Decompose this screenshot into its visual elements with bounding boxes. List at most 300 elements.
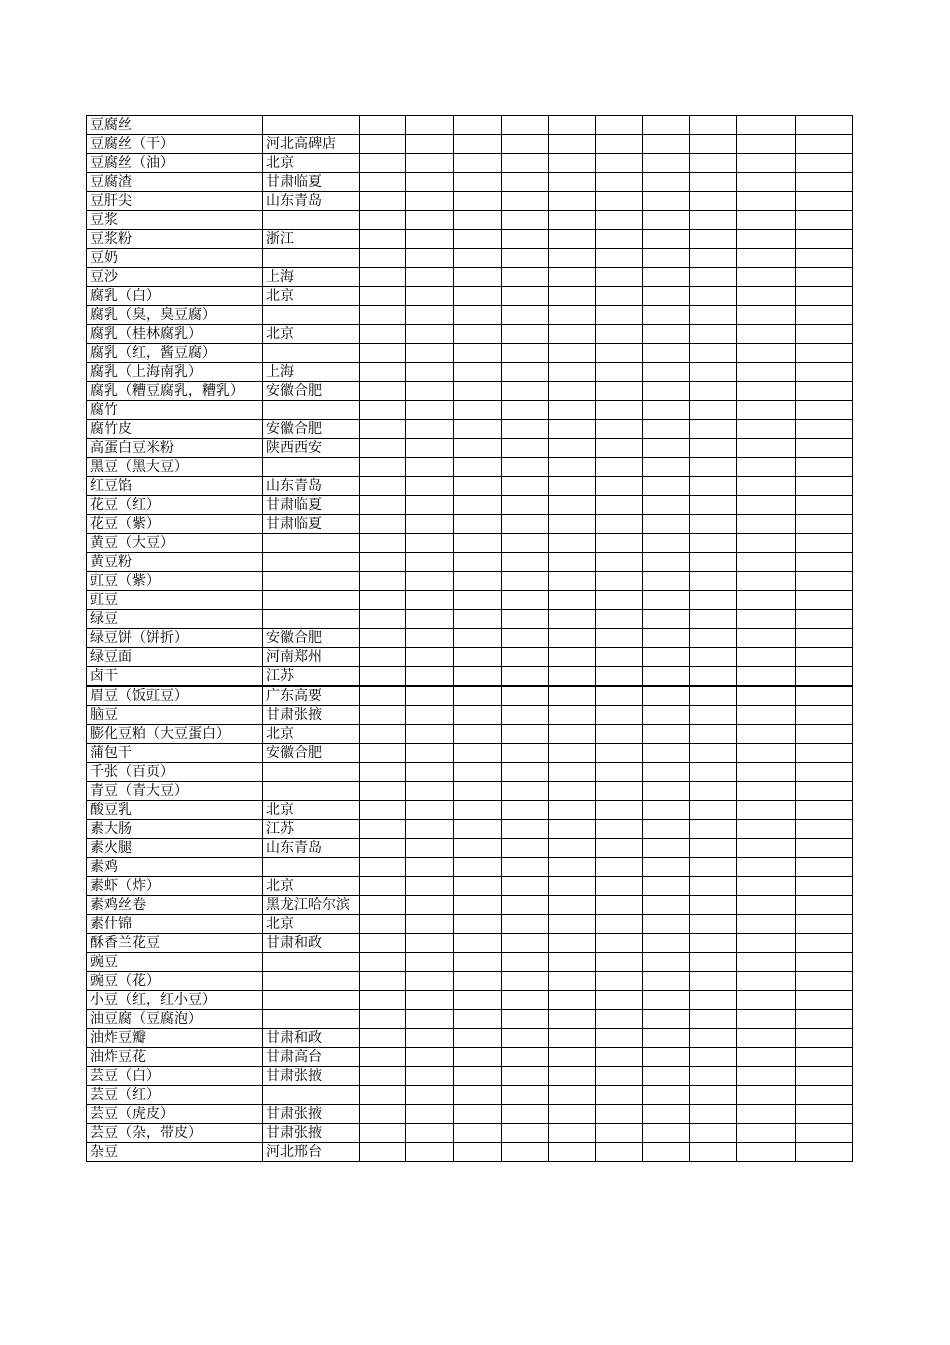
empty-cell[interactable] [502, 744, 549, 763]
empty-cell[interactable] [502, 629, 549, 648]
empty-cell[interactable] [549, 1010, 596, 1029]
empty-cell[interactable] [406, 972, 454, 991]
empty-cell[interactable] [737, 591, 796, 610]
food-name-cell[interactable]: 豆沙 [87, 268, 263, 287]
origin-cell[interactable]: 甘肃张掖 [263, 1124, 360, 1143]
empty-cell[interactable] [549, 211, 596, 230]
empty-cell[interactable] [454, 667, 502, 687]
empty-cell[interactable] [360, 591, 406, 610]
origin-cell[interactable]: 江苏 [263, 667, 360, 687]
empty-cell[interactable] [454, 477, 502, 496]
empty-cell[interactable] [596, 1010, 643, 1029]
empty-cell[interactable] [454, 325, 502, 344]
empty-cell[interactable] [360, 725, 406, 744]
empty-cell[interactable] [454, 991, 502, 1010]
empty-cell[interactable] [360, 782, 406, 801]
empty-cell[interactable] [796, 1105, 853, 1124]
food-name-cell[interactable]: 绿豆饼（饼折） [87, 629, 263, 648]
empty-cell[interactable] [502, 820, 549, 839]
empty-cell[interactable] [406, 496, 454, 515]
empty-cell[interactable] [643, 154, 690, 173]
empty-cell[interactable] [737, 420, 796, 439]
empty-cell[interactable] [596, 230, 643, 249]
origin-cell[interactable]: 北京 [263, 725, 360, 744]
empty-cell[interactable] [502, 725, 549, 744]
empty-cell[interactable] [596, 515, 643, 534]
empty-cell[interactable] [549, 1067, 596, 1086]
empty-cell[interactable] [360, 135, 406, 154]
empty-cell[interactable] [502, 173, 549, 192]
origin-cell[interactable]: 陕西西安 [263, 439, 360, 458]
empty-cell[interactable] [737, 629, 796, 648]
empty-cell[interactable] [737, 344, 796, 363]
empty-cell[interactable] [796, 953, 853, 972]
empty-cell[interactable] [596, 192, 643, 211]
empty-cell[interactable] [549, 648, 596, 667]
empty-cell[interactable] [454, 382, 502, 401]
empty-cell[interactable] [454, 306, 502, 325]
empty-cell[interactable] [360, 1029, 406, 1048]
empty-cell[interactable] [596, 934, 643, 953]
food-name-cell[interactable]: 素鸡丝卷 [87, 896, 263, 915]
origin-cell[interactable]: 北京 [263, 287, 360, 306]
empty-cell[interactable] [643, 192, 690, 211]
empty-cell[interactable] [502, 230, 549, 249]
empty-cell[interactable] [737, 154, 796, 173]
empty-cell[interactable] [596, 477, 643, 496]
empty-cell[interactable] [643, 858, 690, 877]
empty-cell[interactable] [796, 515, 853, 534]
empty-cell[interactable] [549, 173, 596, 192]
empty-cell[interactable] [502, 496, 549, 515]
empty-cell[interactable] [737, 192, 796, 211]
empty-cell[interactable] [360, 306, 406, 325]
empty-cell[interactable] [454, 534, 502, 553]
empty-cell[interactable] [643, 1124, 690, 1143]
origin-cell[interactable] [263, 211, 360, 230]
empty-cell[interactable] [737, 648, 796, 667]
empty-cell[interactable] [596, 858, 643, 877]
empty-cell[interactable] [454, 648, 502, 667]
origin-cell[interactable]: 甘肃临夏 [263, 173, 360, 192]
empty-cell[interactable] [796, 135, 853, 154]
empty-cell[interactable] [549, 896, 596, 915]
empty-cell[interactable] [454, 591, 502, 610]
empty-cell[interactable] [360, 192, 406, 211]
food-name-cell[interactable]: 芸豆（白） [87, 1067, 263, 1086]
empty-cell[interactable] [796, 382, 853, 401]
empty-cell[interactable] [690, 249, 737, 268]
empty-cell[interactable] [502, 344, 549, 363]
empty-cell[interactable] [690, 1067, 737, 1086]
origin-cell[interactable]: 甘肃和政 [263, 1029, 360, 1048]
empty-cell[interactable] [549, 725, 596, 744]
food-name-cell[interactable]: 花豆（紫） [87, 515, 263, 534]
empty-cell[interactable] [643, 591, 690, 610]
empty-cell[interactable] [454, 154, 502, 173]
empty-cell[interactable] [596, 915, 643, 934]
empty-cell[interactable] [502, 1067, 549, 1086]
food-name-cell[interactable]: 高蛋白豆米粉 [87, 439, 263, 458]
empty-cell[interactable] [796, 877, 853, 896]
empty-cell[interactable] [406, 458, 454, 477]
origin-cell[interactable] [263, 401, 360, 420]
food-name-cell[interactable]: 腐乳（上海南乳） [87, 363, 263, 382]
empty-cell[interactable] [596, 991, 643, 1010]
empty-cell[interactable] [406, 249, 454, 268]
empty-cell[interactable] [596, 706, 643, 725]
origin-cell[interactable]: 安徽合肥 [263, 420, 360, 439]
empty-cell[interactable] [502, 610, 549, 629]
empty-cell[interactable] [360, 972, 406, 991]
empty-cell[interactable] [454, 173, 502, 192]
empty-cell[interactable] [360, 1124, 406, 1143]
empty-cell[interactable] [549, 116, 596, 135]
food-name-cell[interactable]: 芸豆（红） [87, 1086, 263, 1105]
empty-cell[interactable] [796, 667, 853, 687]
origin-cell[interactable]: 上海 [263, 268, 360, 287]
empty-cell[interactable] [406, 706, 454, 725]
empty-cell[interactable] [454, 572, 502, 591]
origin-cell[interactable]: 江苏 [263, 820, 360, 839]
empty-cell[interactable] [690, 877, 737, 896]
empty-cell[interactable] [643, 629, 690, 648]
empty-cell[interactable] [454, 858, 502, 877]
empty-cell[interactable] [796, 458, 853, 477]
empty-cell[interactable] [502, 515, 549, 534]
empty-cell[interactable] [549, 363, 596, 382]
empty-cell[interactable] [596, 439, 643, 458]
empty-cell[interactable] [406, 896, 454, 915]
empty-cell[interactable] [406, 477, 454, 496]
empty-cell[interactable] [796, 268, 853, 287]
empty-cell[interactable] [406, 230, 454, 249]
empty-cell[interactable] [690, 401, 737, 420]
food-name-cell[interactable]: 豌豆（花） [87, 972, 263, 991]
empty-cell[interactable] [690, 725, 737, 744]
empty-cell[interactable] [596, 1086, 643, 1105]
empty-cell[interactable] [596, 610, 643, 629]
empty-cell[interactable] [360, 858, 406, 877]
empty-cell[interactable] [549, 1143, 596, 1162]
empty-cell[interactable] [549, 344, 596, 363]
empty-cell[interactable] [690, 496, 737, 515]
empty-cell[interactable] [502, 382, 549, 401]
empty-cell[interactable] [549, 991, 596, 1010]
empty-cell[interactable] [737, 572, 796, 591]
empty-cell[interactable] [643, 534, 690, 553]
empty-cell[interactable] [360, 515, 406, 534]
origin-cell[interactable] [263, 344, 360, 363]
empty-cell[interactable] [502, 953, 549, 972]
food-name-cell[interactable]: 油炸豆瓣 [87, 1029, 263, 1048]
empty-cell[interactable] [643, 515, 690, 534]
origin-cell[interactable]: 甘肃临夏 [263, 496, 360, 515]
empty-cell[interactable] [406, 306, 454, 325]
empty-cell[interactable] [596, 496, 643, 515]
empty-cell[interactable] [360, 820, 406, 839]
empty-cell[interactable] [406, 287, 454, 306]
origin-cell[interactable]: 甘肃张掖 [263, 706, 360, 725]
empty-cell[interactable] [643, 1048, 690, 1067]
origin-cell[interactable] [263, 458, 360, 477]
empty-cell[interactable] [502, 439, 549, 458]
empty-cell[interactable] [796, 572, 853, 591]
empty-cell[interactable] [796, 1067, 853, 1086]
empty-cell[interactable] [596, 173, 643, 192]
empty-cell[interactable] [360, 154, 406, 173]
origin-cell[interactable] [263, 306, 360, 325]
empty-cell[interactable] [502, 648, 549, 667]
empty-cell[interactable] [690, 763, 737, 782]
empty-cell[interactable] [406, 953, 454, 972]
empty-cell[interactable] [643, 1143, 690, 1162]
empty-cell[interactable] [596, 782, 643, 801]
empty-cell[interactable] [549, 744, 596, 763]
empty-cell[interactable] [549, 515, 596, 534]
empty-cell[interactable] [360, 706, 406, 725]
empty-cell[interactable] [549, 782, 596, 801]
origin-cell[interactable] [263, 972, 360, 991]
empty-cell[interactable] [643, 820, 690, 839]
empty-cell[interactable] [549, 972, 596, 991]
empty-cell[interactable] [796, 154, 853, 173]
empty-cell[interactable] [643, 439, 690, 458]
empty-cell[interactable] [502, 934, 549, 953]
empty-cell[interactable] [737, 553, 796, 572]
empty-cell[interactable] [454, 1067, 502, 1086]
empty-cell[interactable] [454, 629, 502, 648]
empty-cell[interactable] [596, 972, 643, 991]
empty-cell[interactable] [690, 534, 737, 553]
empty-cell[interactable] [643, 344, 690, 363]
empty-cell[interactable] [360, 896, 406, 915]
origin-cell[interactable] [263, 1086, 360, 1105]
food-name-cell[interactable]: 腐乳（糟豆腐乳，糟乳） [87, 382, 263, 401]
food-name-cell[interactable]: 豆腐渣 [87, 173, 263, 192]
food-name-cell[interactable]: 素火腿 [87, 839, 263, 858]
empty-cell[interactable] [596, 801, 643, 820]
empty-cell[interactable] [360, 287, 406, 306]
empty-cell[interactable] [690, 896, 737, 915]
empty-cell[interactable] [454, 515, 502, 534]
empty-cell[interactable] [502, 211, 549, 230]
empty-cell[interactable] [360, 648, 406, 667]
empty-cell[interactable] [796, 915, 853, 934]
empty-cell[interactable] [454, 915, 502, 934]
empty-cell[interactable] [643, 877, 690, 896]
food-name-cell[interactable]: 豆肝尖 [87, 192, 263, 211]
empty-cell[interactable] [690, 192, 737, 211]
empty-cell[interactable] [690, 439, 737, 458]
food-name-cell[interactable]: 豇豆（紫） [87, 572, 263, 591]
empty-cell[interactable] [596, 458, 643, 477]
empty-cell[interactable] [454, 116, 502, 135]
empty-cell[interactable] [502, 249, 549, 268]
empty-cell[interactable] [796, 363, 853, 382]
empty-cell[interactable] [596, 553, 643, 572]
empty-cell[interactable] [643, 686, 690, 706]
origin-cell[interactable] [263, 591, 360, 610]
empty-cell[interactable] [454, 211, 502, 230]
empty-cell[interactable] [454, 782, 502, 801]
empty-cell[interactable] [360, 401, 406, 420]
food-name-cell[interactable]: 卤干 [87, 667, 263, 687]
empty-cell[interactable] [643, 839, 690, 858]
empty-cell[interactable] [737, 763, 796, 782]
empty-cell[interactable] [690, 744, 737, 763]
empty-cell[interactable] [454, 744, 502, 763]
empty-cell[interactable] [360, 934, 406, 953]
empty-cell[interactable] [737, 1105, 796, 1124]
empty-cell[interactable] [406, 686, 454, 706]
empty-cell[interactable] [596, 1067, 643, 1086]
empty-cell[interactable] [596, 591, 643, 610]
origin-cell[interactable]: 甘肃临夏 [263, 515, 360, 534]
empty-cell[interactable] [643, 211, 690, 230]
empty-cell[interactable] [502, 553, 549, 572]
empty-cell[interactable] [796, 972, 853, 991]
empty-cell[interactable] [796, 763, 853, 782]
empty-cell[interactable] [502, 135, 549, 154]
empty-cell[interactable] [796, 820, 853, 839]
empty-cell[interactable] [502, 420, 549, 439]
empty-cell[interactable] [596, 344, 643, 363]
origin-cell[interactable]: 北京 [263, 877, 360, 896]
empty-cell[interactable] [502, 896, 549, 915]
empty-cell[interactable] [737, 306, 796, 325]
empty-cell[interactable] [596, 763, 643, 782]
empty-cell[interactable] [737, 953, 796, 972]
empty-cell[interactable] [502, 1105, 549, 1124]
empty-cell[interactable] [643, 135, 690, 154]
origin-cell[interactable]: 山东青岛 [263, 839, 360, 858]
empty-cell[interactable] [406, 173, 454, 192]
empty-cell[interactable] [643, 915, 690, 934]
empty-cell[interactable] [549, 1048, 596, 1067]
empty-cell[interactable] [549, 230, 596, 249]
empty-cell[interactable] [406, 116, 454, 135]
empty-cell[interactable] [360, 1067, 406, 1086]
origin-cell[interactable]: 广东高要 [263, 686, 360, 706]
empty-cell[interactable] [690, 972, 737, 991]
empty-cell[interactable] [643, 230, 690, 249]
empty-cell[interactable] [549, 439, 596, 458]
empty-cell[interactable] [643, 991, 690, 1010]
food-name-cell[interactable]: 青豆（青大豆） [87, 782, 263, 801]
food-name-cell[interactable]: 豌豆 [87, 953, 263, 972]
empty-cell[interactable] [454, 230, 502, 249]
empty-cell[interactable] [454, 192, 502, 211]
empty-cell[interactable] [406, 363, 454, 382]
empty-cell[interactable] [737, 1010, 796, 1029]
empty-cell[interactable] [360, 839, 406, 858]
origin-cell[interactable] [263, 763, 360, 782]
origin-cell[interactable] [263, 534, 360, 553]
empty-cell[interactable] [737, 211, 796, 230]
empty-cell[interactable] [502, 458, 549, 477]
empty-cell[interactable] [737, 1086, 796, 1105]
food-name-cell[interactable]: 绿豆 [87, 610, 263, 629]
empty-cell[interactable] [454, 553, 502, 572]
empty-cell[interactable] [796, 420, 853, 439]
empty-cell[interactable] [690, 591, 737, 610]
empty-cell[interactable] [690, 1029, 737, 1048]
empty-cell[interactable] [643, 420, 690, 439]
empty-cell[interactable] [454, 877, 502, 896]
empty-cell[interactable] [643, 572, 690, 591]
empty-cell[interactable] [690, 230, 737, 249]
empty-cell[interactable] [643, 801, 690, 820]
empty-cell[interactable] [596, 287, 643, 306]
empty-cell[interactable] [737, 820, 796, 839]
empty-cell[interactable] [596, 725, 643, 744]
empty-cell[interactable] [796, 344, 853, 363]
empty-cell[interactable] [549, 706, 596, 725]
empty-cell[interactable] [406, 839, 454, 858]
empty-cell[interactable] [596, 211, 643, 230]
empty-cell[interactable] [737, 534, 796, 553]
food-name-cell[interactable]: 黑豆（黑大豆） [87, 458, 263, 477]
empty-cell[interactable] [796, 1143, 853, 1162]
empty-cell[interactable] [737, 173, 796, 192]
empty-cell[interactable] [406, 192, 454, 211]
origin-cell[interactable]: 甘肃高台 [263, 1048, 360, 1067]
empty-cell[interactable] [360, 458, 406, 477]
empty-cell[interactable] [360, 382, 406, 401]
empty-cell[interactable] [502, 667, 549, 687]
empty-cell[interactable] [596, 1048, 643, 1067]
empty-cell[interactable] [502, 686, 549, 706]
empty-cell[interactable] [502, 572, 549, 591]
food-name-cell[interactable]: 素什锦 [87, 915, 263, 934]
empty-cell[interactable] [643, 953, 690, 972]
empty-cell[interactable] [643, 268, 690, 287]
empty-cell[interactable] [690, 154, 737, 173]
empty-cell[interactable] [360, 744, 406, 763]
empty-cell[interactable] [360, 496, 406, 515]
empty-cell[interactable] [796, 801, 853, 820]
empty-cell[interactable] [454, 1105, 502, 1124]
empty-cell[interactable] [549, 591, 596, 610]
empty-cell[interactable] [643, 477, 690, 496]
empty-cell[interactable] [360, 325, 406, 344]
food-name-cell[interactable]: 豆腐丝（干） [87, 135, 263, 154]
empty-cell[interactable] [737, 991, 796, 1010]
food-name-cell[interactable]: 杂豆 [87, 1143, 263, 1162]
empty-cell[interactable] [502, 477, 549, 496]
empty-cell[interactable] [502, 839, 549, 858]
empty-cell[interactable] [796, 629, 853, 648]
empty-cell[interactable] [796, 610, 853, 629]
empty-cell[interactable] [454, 1124, 502, 1143]
empty-cell[interactable] [596, 249, 643, 268]
empty-cell[interactable] [690, 953, 737, 972]
empty-cell[interactable] [454, 934, 502, 953]
empty-cell[interactable] [596, 325, 643, 344]
empty-cell[interactable] [549, 192, 596, 211]
empty-cell[interactable] [549, 382, 596, 401]
food-name-cell[interactable]: 腐乳（臭，臭豆腐） [87, 306, 263, 325]
empty-cell[interactable] [502, 325, 549, 344]
empty-cell[interactable] [549, 629, 596, 648]
empty-cell[interactable] [737, 706, 796, 725]
empty-cell[interactable] [454, 706, 502, 725]
food-name-cell[interactable]: 腐竹 [87, 401, 263, 420]
empty-cell[interactable] [796, 1124, 853, 1143]
empty-cell[interactable] [737, 249, 796, 268]
food-name-cell[interactable]: 豆腐丝（油） [87, 154, 263, 173]
